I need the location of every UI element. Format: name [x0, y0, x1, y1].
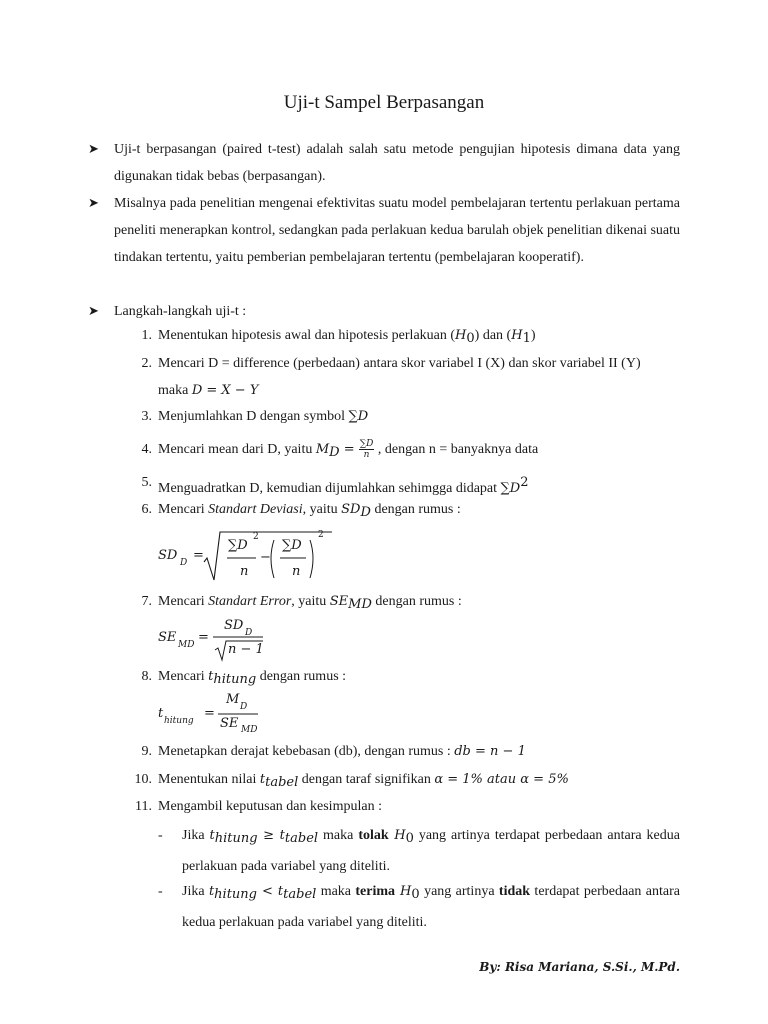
- step-5: [132, 472, 680, 494]
- arrow-bullet-icon: ➤: [88, 195, 99, 210]
- decision-reject: - Jika $t_{hitung} \ge t_{tabel}$ maka tolak $H_0$ yang artinya terdapat perbedaan antara kedua perlakuan pada variabel yang diteliti.: [158, 822, 680, 878]
- step-text: Menguadratkan D, kemudian dijumlahkan sehimgga didapat $\sum D^2$: [158, 475, 529, 496]
- bullet-text: Uji-t berpasangan (paired t-test) adalah salah satu metode pengujian hipotesis dimana data yang digunakan tidak bebas (berpasangan).: [114, 142, 680, 184]
- step-9: [132, 741, 680, 763]
- step-text: Menentukan hipotesis awal dan hipotesis perlakuan $(H_0)$ dan $(H_1)$: [158, 328, 536, 346]
- step-text: Menetapkan derajat kebebasan (db), dengan rumus : db = n − 1: [158, 744, 526, 759]
- bullet-text: Langkah-langkah uji-t :: [114, 304, 247, 319]
- page-title: Uji-t Sampel Berpasangan: [283, 92, 485, 113]
- step-text: Mencari Standart Deviasi, yaitu $SD_D$ dengan rumus :: [158, 502, 461, 520]
- step-text: Mencari Standart Error, yaitu $SE_{MD}$ dengan rumus :: [158, 594, 462, 612]
- t-formula: t hitung = M D SE MD: [158, 692, 258, 735]
- step-text: Mencari mean dari D, yaitu $M_D$ = $\frac{\sum D}{n}$ , dengan n = banyaknya data: [158, 439, 539, 461]
- step-number: 8.: [141, 669, 152, 684]
- bullet-item-steps: [88, 298, 680, 325]
- step-number: 2.: [141, 356, 152, 371]
- author-byline: By: Risa Mariana, S.Si., M.Pd.: [479, 960, 680, 974]
- step-10: [132, 769, 680, 791]
- step-7: [132, 591, 680, 613]
- step-number: 9.: [141, 744, 152, 759]
- step-number: 3.: [141, 409, 152, 424]
- step-number: 5.: [141, 475, 152, 490]
- decision-text: Jika $t_{hitung} < t_{tabel}$ maka terima $H_0$ yang artinya tidak terdapat perbedaan antara kedua perlakuan pada variabel yang diteliti.: [182, 884, 680, 930]
- step-2-continuation: maka D = X − Y: [158, 383, 259, 398]
- sd-formula: SD D = ∑D 2 n − ∑D n 2: [158, 528, 338, 584]
- bullet-item-paired-test: [88, 136, 680, 190]
- step-number: 7.: [141, 594, 152, 609]
- bullet-text: Misalnya pada penelitian mengenai efektivitas suatu model pembelajaran tertentu perlakuan pertama peneliti menerapkan kontrol, sedangkan pada perlakuan kedua barulah objek penelitian dikenai suatu tindakan tertentu, yaitu pemberian pembelajaran tertentu (pembelajaran kooperatif).: [114, 196, 681, 265]
- step-3: [132, 406, 680, 428]
- step-6: [132, 499, 680, 521]
- step-4: [132, 439, 680, 463]
- step-1: [132, 325, 680, 347]
- step-number: 11.: [135, 799, 152, 814]
- step-11: [132, 796, 680, 818]
- step-text: Mencari $t_{hitung}$ dengan rumus :: [158, 669, 347, 687]
- step-number: 6.: [141, 502, 152, 517]
- arrow-bullet-icon: ➤: [88, 303, 99, 318]
- decision-accept: - Jika $t_{hitung} < t_{tabel}$ maka terima $H_0$ yang artinya tidak terdapat perbedaan antara kedua perlakuan pada variabel yang diteliti.: [158, 878, 680, 934]
- bullet-item-example: [88, 190, 680, 298]
- step-text: Menentukan nilai $t_{tabel}$ dengan taraf signifikan α = 1% atau α = 5%: [158, 772, 569, 790]
- step-text: Menjumlahkan D dengan symbol ∑D: [158, 409, 369, 424]
- step-2: [132, 353, 680, 375]
- step-number: 1.: [141, 328, 152, 343]
- step-text: Mengambil keputusan dan kesimpulan :: [158, 799, 382, 814]
- fraction-bar: [218, 713, 258, 715]
- step-text: Mencari D = difference (perbedaan) antara skor variabel I (X) dan skor variabel II (Y): [158, 356, 641, 371]
- step-number: 4.: [141, 442, 152, 457]
- step-number: 10.: [134, 772, 152, 787]
- step-8: [132, 666, 680, 688]
- decision-text: Jika $t_{hitung} \ge t_{tabel}$ maka tolak $H_0$ yang artinya terdapat perbedaan antara kedua perlakuan pada variabel yang diteliti.: [182, 828, 680, 874]
- se-formula: SE MD = SD D n − 1: [158, 616, 278, 662]
- arrow-bullet-icon: ➤: [88, 141, 99, 156]
